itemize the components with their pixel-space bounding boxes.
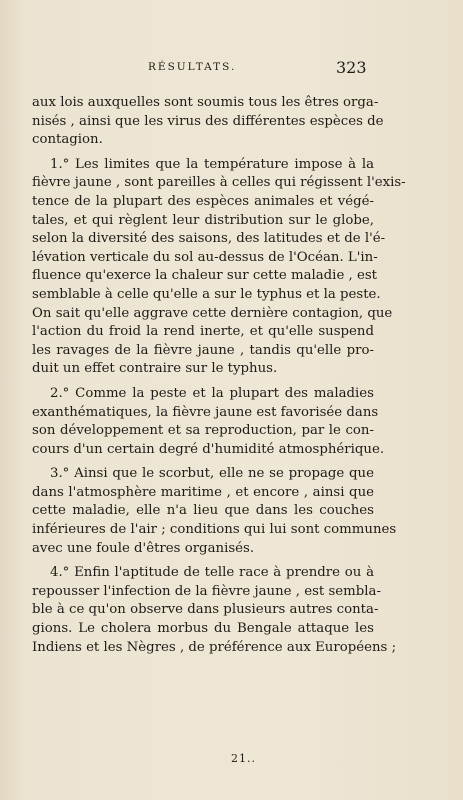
text-line: nisés , ainsi que les virus des différentes espèces de — [32, 113, 384, 129]
body-text — [32, 94, 406, 657]
text-line: 2.° Comme la peste et la plupart des maladies — [50, 385, 374, 401]
text-line: aux lois auxquelles sont soumis tous les êtres orga- — [32, 95, 379, 110]
text-line: semblable à celle qu'elle a sur le typhus et la peste. — [32, 286, 381, 302]
text-line: 4.° Enfin l'aptitude de telle race à prendre ou à — [50, 565, 374, 581]
text-line: tence de la plupart des espèces animales et végé- — [32, 193, 374, 209]
running-title: RÉSULTATS. — [148, 61, 237, 73]
text-line: fluence qu'exerce la chaleur sur cette maladie , est — [32, 268, 378, 284]
text-line: selon la diversité des saisons, des latitudes et de l'é- — [32, 231, 386, 247]
text-line: On sait qu'elle aggrave cette dernière contagion, que — [32, 305, 393, 321]
text-line: dans l'atmosphère maritime , et encore , ainsi que — [32, 484, 374, 500]
page-number: 323 — [336, 58, 367, 77]
text-line: inférieures de l'air ; conditions qui lui sont communes — [32, 522, 397, 538]
text-line: ble à ce qu'on observe dans plusieurs autres conta- — [32, 602, 379, 618]
text-line: cours d'un certain degré d'humidité atmosphérique. — [32, 441, 385, 457]
text-line: duit un effet contraire sur le typhus. — [32, 361, 278, 377]
text-line: repousser l'infection de la fièvre jaune , est sembla- — [32, 583, 381, 599]
text-line: lévation verticale du sol au-dessus de l'Océan. L'in- — [32, 249, 378, 265]
text-line: Indiens et les Nègres , de préférence aux Européens ; — [32, 639, 397, 655]
text-line: gions. Le cholera morbus du Bengale attaque les — [32, 621, 374, 637]
signature-mark: 21.. — [231, 752, 256, 765]
text-line: 3.° Ainsi que le scorbut, elle ne se propage que — [50, 466, 374, 482]
text-line: les ravages de la fièvre jaune , tandis qu'elle pro- — [32, 342, 374, 358]
text-line: contagion. — [32, 132, 103, 148]
text-line: exanthématiques, la fièvre jaune est favorisée dans — [32, 404, 379, 420]
text-line: l'action du froid la rend inerte, et qu'elle suspend — [32, 324, 374, 340]
text-line: 1.° Les limites que la température impose à la — [50, 156, 374, 172]
text-line: tales, et qui règlent leur distribution sur le globe, — [32, 212, 374, 228]
text-line: avec une foule d'êtres organisés. — [32, 540, 255, 556]
text-line: fièvre jaune , sont pareilles à celles qui régissent l'exis- — [32, 175, 406, 191]
text-line: cette maladie, elle n'a lieu que dans les couches — [32, 503, 374, 519]
text-line: son développement et sa reproduction, par le con- — [32, 423, 374, 439]
running-head — [0, 58, 463, 81]
